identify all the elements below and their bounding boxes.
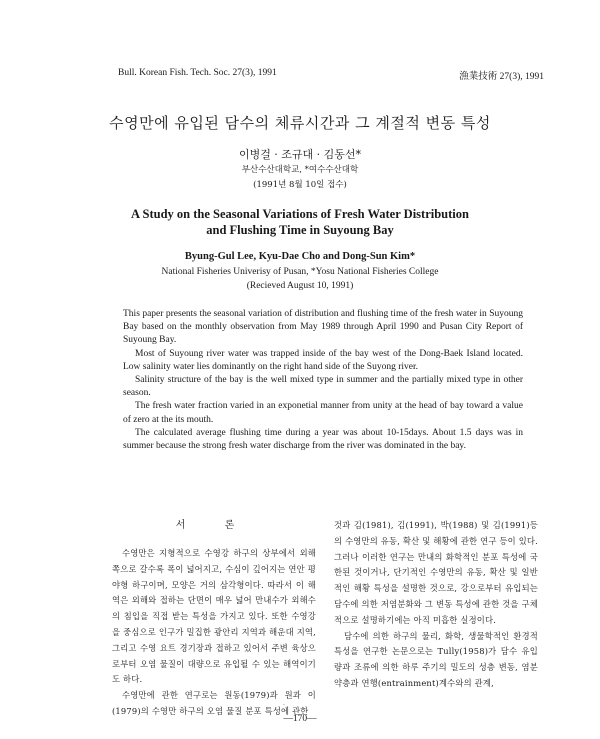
scan-mark: . (283, 700, 285, 707)
affiliation-english: National Fisheries Univerisy of Pusan, *Yosu National Fisheries College (161, 267, 439, 277)
received-date-korean: (1991년 8월 10일 접수) (253, 180, 347, 190)
abstract-paragraph: This paper presents the seasonal variation of distribution and flushing time of the fresh water in Suyoung Bay based on the monthly observation from May 1989 through April 1990 and Pusan City Report of Suyoung Bay. (123, 309, 523, 346)
title-english-line2: and Flushing Time in Suyoung Bay (206, 223, 394, 237)
authors-english: Byung-Gul Lee, Kyu-Dae Cho and Dong-Sun Kim* (184, 251, 416, 262)
body-paragraph: 담수에 의한 하구의 물리, 화학, 생물학적인 환경적 특성을 연구한 논문으로는 Tully(1958)가 담수 유입량과 조류에 의한 하루 주기의 밀도의 성층 변동, 염분 약층과 연행(entrainment)계수와의 관계, (334, 630, 538, 688)
title-korean: 수영만에 유입된 담수의 체류시간과 그 계절적 변동 특성 (109, 114, 491, 132)
abstract-paragraph: Most of Suyoung river water was trapped inside of the bay west of the Dong-Baek Island located. Low salinity water lies dominantly on the right hand side of the Suyong river. (123, 348, 523, 372)
title-english (0, 206, 600, 238)
body-paragraph: 수영만은 지형적으로 수영강 하구의 상부에서 외해 쪽으로 갈수록 폭이 넓어지고, 수심이 깊어지는 연안 평야형 하구이며, 모양은 거의 삼각형이다. 따라서 이 해역은 외해와 접하는 단면이 매우 넓어 만내수가 외해수의 침입을 직접 받는 특성을 가지고 있다. 또한 수영강을 중심으로 인구가 밀집한 광안리 지역과 해운대 지역, 그리고 수영 요트 경기장과 접하고 있어서 주변 육상으로부터 오염 물질이 대량으로 유입될 수 있는 해역이기도 하다. (112, 548, 316, 685)
abstract-paragraph: Salinity structure of the bay is the well mixed type in summer and the partially mixed type in other season. (123, 375, 523, 399)
abstract-paragraph: The calculated average flushing time during a year was about 10-15days. About 1.5 days was in summer because the strong fresh water discharge from the river was dominated in the bay. (123, 427, 523, 452)
body-column-left (112, 518, 316, 720)
journal-citation-korean: 漁業技術 27(3), 1991 (459, 72, 544, 82)
abstract (123, 308, 523, 453)
journal-citation: Bull. Korean Fish. Tech. Soc. 27(3), 1991 (118, 68, 277, 78)
affiliation-korean: 부산수산대학교, *여수수산대학 (241, 165, 359, 175)
body-paragraph: 수영만에 관한 연구로는 원동(1979)과 원과 이(1979)의 수영만 하구의 오염 물질 분포 특성에 관한 (112, 690, 316, 716)
received-date-english: (Recieved August 10, 1991) (246, 281, 354, 291)
page-number: —170— (283, 714, 317, 724)
title-english-line1: A Study on the Seasonal Variations of Fresh Water Distribution (131, 207, 469, 221)
body-paragraph: 것과 김(1981), 김(1991), 박(1988) 및 김(1991)등의 수영만의 유동, 확산 및 해황에 관한 연구 등이 있다. 그러나 이러한 연구는 만내의 화학적인 분포 특성에 국한된 것이거나, 단기적인 수영만의 유동, 확산 및 일반적인 해황 특성을 설명한 것으로, 강으로부터 유입되는 담수에 의한 저염분화와 그 변동 특성에 관한 것을 구체적으로 설명하기에는 아직 미흡한 실정이다. (334, 520, 538, 625)
authors-korean: 이병걸 · 조규대 · 김동선* (238, 148, 362, 161)
body-column-right (334, 518, 538, 692)
abstract-paragraph: The fresh water fraction varied in an exponetial manner from unity at the head of bay toward a value of zero at the its mouth. (123, 401, 523, 425)
section-heading-introduction: 서 론 (175, 520, 253, 531)
